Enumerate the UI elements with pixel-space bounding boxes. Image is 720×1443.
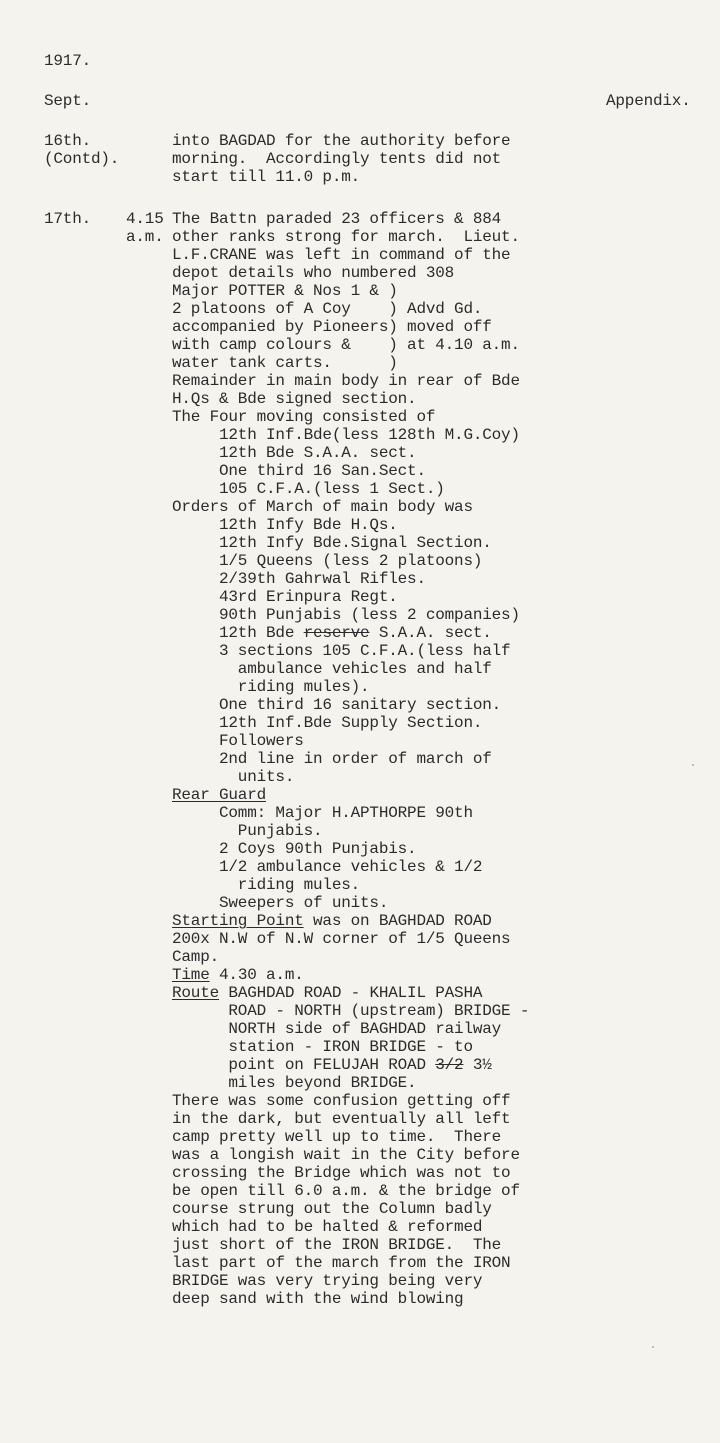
rear-guard-heading: Rear Guard (172, 786, 267, 804)
entry-17-line: 12th Bde S.A.A. sect. (172, 444, 417, 462)
entry-17-line: other ranks strong for march. Lieut. (172, 228, 520, 246)
entry-17-line: riding mules). (172, 678, 370, 696)
route-line: ROAD - NORTH (upstream) BRIDGE - (172, 1002, 530, 1020)
entry-17-line: L.F.CRANE was left in command of the (172, 246, 511, 264)
rear-guard-line: Comm: Major H.APTHORPE 90th (172, 804, 473, 822)
rear-guard-line: riding mules. (172, 876, 361, 894)
struck-fraction: 3/2 (435, 1056, 464, 1074)
time-line (172, 966, 304, 984)
entry-17-line: 43rd Erinpura Regt. (172, 588, 398, 606)
entry-17-line: 12th Inf.Bde(less 128th M.G.Coy) (172, 426, 520, 444)
route-line: station - IRON BRIDGE - to (172, 1038, 473, 1056)
narrative-line: was a longish wait in the City before (172, 1146, 520, 1164)
route-text: BAGHDAD ROAD - KHALIL PASHA (219, 984, 483, 1002)
time-17th-ampm: a.m. (126, 228, 164, 246)
entry-17-reserve-line (172, 624, 492, 642)
entry-17-line: 3 sections 105 C.F.A.(less half (172, 642, 511, 660)
entry-17-line: 12th Bde (172, 624, 295, 642)
starting-point-heading: Starting Point (172, 912, 304, 930)
entry-17-line: Remainder in main body in rear of Bde (172, 372, 520, 390)
narrative-line: BRIDGE was very trying being very (172, 1272, 483, 1290)
entry-17-line: 1/5 Queens (less 2 platoons) (172, 552, 483, 570)
starting-point-rest: was on BAGHDAD ROAD (303, 912, 492, 930)
route-line: miles beyond BRIDGE. (172, 1074, 417, 1092)
entry-17-line: One third 16 sanitary section. (172, 696, 502, 714)
entry-17-line: 105 C.F.A.(less 1 Sect.) (172, 480, 445, 498)
entry-17-line: Followers (172, 732, 304, 750)
narrative-line: last part of the march from the IRON (172, 1254, 511, 1272)
month: Sept. (44, 92, 92, 110)
rear-guard-line: Punjabis. (172, 822, 323, 840)
entry-17-line: water tank carts. ) (172, 354, 398, 372)
entry-16-line-3: start till 11.0 p.m. (172, 168, 361, 186)
narrative-line: be open till 6.0 a.m. & the bridge of (172, 1182, 520, 1200)
narrative-line: camp pretty well up to time. There (172, 1128, 502, 1146)
time-17th: 4.15 (126, 210, 164, 228)
route-line-1 (172, 984, 482, 1002)
time-heading: Time (172, 966, 210, 984)
entry-17-line: with camp colours & ) at 4.10 a.m. (172, 336, 520, 354)
narrative-line: course strung out the Column badly (172, 1200, 492, 1218)
entry-17-line: units. (172, 768, 295, 786)
entry-17-line: H.Qs & Bde signed section. (172, 390, 417, 408)
route-line: NORTH side of BAGHDAD railway (172, 1020, 502, 1038)
paper-speck (652, 1346, 654, 1348)
entry-17-line: The Four moving consisted of (172, 408, 436, 426)
entry-17-line: depot details who numbered 308 (172, 264, 455, 282)
date-16th: 16th. (44, 132, 92, 150)
narrative-line: which had to be halted & reformed (172, 1218, 483, 1236)
entry-17-line: 90th Punjabis (less 2 companies) (172, 606, 520, 624)
route-line: point on FELUJAH ROAD (172, 1056, 426, 1074)
entry-17-line: One third 16 San.Sect. (172, 462, 426, 480)
narrative-line: There was some confusion getting off (172, 1092, 511, 1110)
entry-17-line: 2 platoons of A Coy ) Advd Gd. (172, 300, 483, 318)
date-16th-contd: (Contd). (44, 150, 120, 168)
year: 1917. (44, 52, 92, 70)
route-line-felujah (172, 1056, 492, 1074)
entry-17-line: Major POTTER & Nos 1 & ) (172, 282, 398, 300)
route-heading: Route (172, 984, 220, 1002)
rear-guard-line: 1/2 ambulance vehicles & 1/2 (172, 858, 483, 876)
entry-17-line: 12th Infy Bde.Signal Section. (172, 534, 492, 552)
route-tail: 3½ (463, 1056, 492, 1074)
date-17th: 17th. (44, 210, 92, 228)
narrative-line: just short of the IRON BRIDGE. The (172, 1236, 502, 1254)
entry-16-line-1: into BAGDAD for the authority before (172, 132, 511, 150)
entry-17-line: 2/39th Gahrwal Rifles. (172, 570, 426, 588)
entry-17-line: 12th Infy Bde H.Qs. (172, 516, 398, 534)
rear-guard-line: Sweepers of units. (172, 894, 389, 912)
entry-17-line: The Battn paraded 23 officers & 884 (172, 210, 502, 228)
entry-16-line-2: morning. Accordingly tents did not (172, 150, 502, 168)
time-rest: 4.30 a.m. (209, 966, 304, 984)
struck-word: reserve (303, 624, 370, 642)
entry-17-line: Orders of March of main body was (172, 498, 473, 516)
rear-guard-line: 2 Coys 90th Punjabis. (172, 840, 417, 858)
starting-point-line-3: Camp. (172, 948, 220, 966)
paper-speck (692, 764, 694, 766)
entry-17-line: ambulance vehicles and half (172, 660, 492, 678)
entry-17-line: 12th Inf.Bde Supply Section. (172, 714, 483, 732)
narrative-line: deep sand with the wind blowing (172, 1290, 464, 1308)
narrative-line: in the dark, but eventually all left (172, 1110, 511, 1128)
starting-point-line-2: 200x N.W of N.W corner of 1/5 Queens (172, 930, 511, 948)
entry-17-line: 2nd line in order of march of (172, 750, 492, 768)
entry-17-line: accompanied by Pioneers) moved off (172, 318, 492, 336)
appendix-label: Appendix. (606, 92, 691, 110)
narrative-line: crossing the Bridge which was not to (172, 1164, 511, 1182)
reserve-tail: S.A.A. sect. (369, 624, 492, 642)
starting-point-line (172, 912, 492, 930)
